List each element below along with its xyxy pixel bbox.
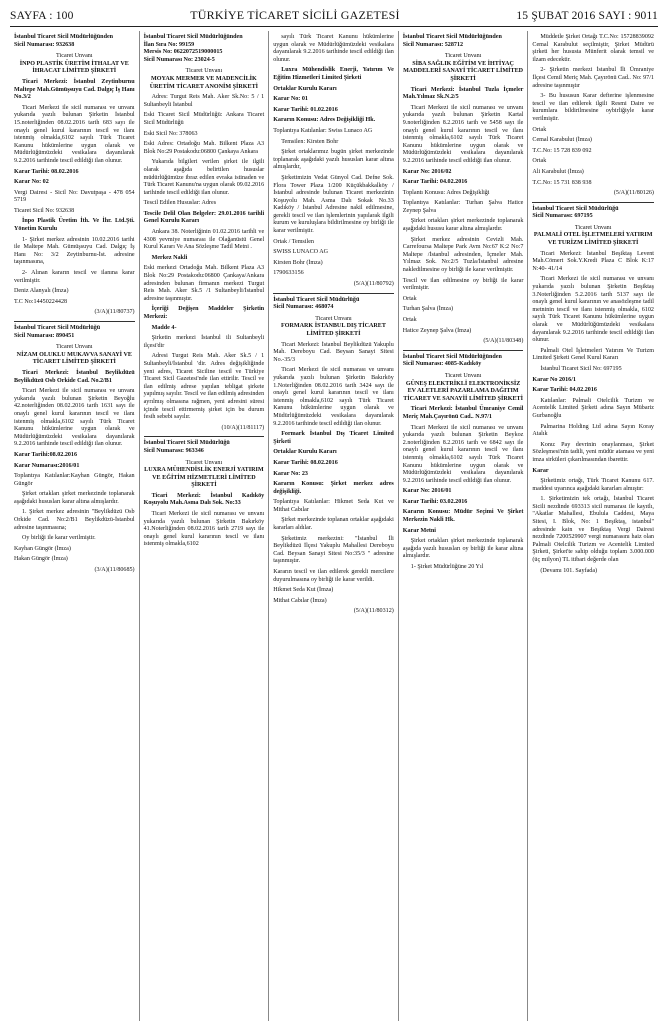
notice-paragraph: Merkez Nakli [151,254,188,261]
notice-paragraph: Ticari Merkezi ile sicil numarası ve unvanı yukarıda yazılı bulunan Şirketin Beşiktaş 3.Noterliğinden 5.2.2016 tarih 5137 sayı ile onaylı genel kurul kararının ve anasözleşme tadil metninin tescil ve ilanı istenmiş olmakla, 6102 sayılı Türk Ticaret Kanunu hükümlerine uygun olarak ve Müdürlüğümüzdeki vesikalara dayanılarak 9.2.2016 tarihinde tescil edildiği ilan olunur. [532,276,654,344]
notice-paragraph: Eski Adres: Ortadoğu Mah. Bilkent Plaza A3 Blok No:29 Postakodu:06800 Çankaya Ankara [143,141,265,155]
notice-paragraph: Eski merkezi Ortadoğu Mah. Bilkent Plaza A3 Blok No:29 Postakodu:06800 Çankaya/Ankara adresinden bulunan firmanın merkezi Turgut Reis Mah. Aker Sk.5 /1 Sultanbeyli/İstanbul adresine taşınmıştır. [143,265,265,302]
notice-paragraph: Ortaklar Kurulu Kararı [273,85,337,92]
notice-paragraph: Tescile Delil Olan Belgeler: 29.01.2016 tarihli Genel Kurulu Kararı [143,210,265,225]
notice-paragraph: Deniz Alanyalı (İmza) [14,288,69,295]
company-title [403,53,524,83]
title-label: Ticaret Unvanı [315,315,352,322]
notice-paragraph: Kayhan Güngör (İmza) [14,545,71,552]
company-name: FORMARK İSTANBUL DIŞ TİCARET LİMİTED ŞİRKETİ [281,323,386,337]
company-name: NİZAM OLUKLU MUKAVVA SANAYİ VE TİCARET LİMİTED ŞİRKETİ [16,351,132,366]
notice-paragraph: T.C No:14450224428 [14,298,68,305]
notice-header-line: İstanbul Ticaret Sicil Müdürlüğünden [143,34,243,40]
notice-paragraph: Ticari Merkezi: İstanbul Beylikdüzü Beylikdüzü Osb Orkide Cad. No.2/B1 [14,369,135,384]
company-title [144,68,265,91]
notice-paragraph: 1- Şirket Müdürlüğüne 20 Yıl [410,564,484,571]
notice-paragraph: Kararın Konusu: Adres Değişikliği Hk. [273,117,376,124]
title-label: Ticaret Unvanı [444,53,482,60]
notice-paragraph: Yukarıda bilgileri verilen şirket ile ilgili olarak aşağıda belirtilen hususlar müdürlüğümüze ibraz edilen evraka istinaden ve Türk Ticaret Kanunu'na uygun olarak 09.02.2016 tarihinde tescil edildiği ilan olunur. [143,159,265,196]
company-name: SİBA SAĞLIK EĞİTİM VE İHTİYAÇ MADDELERİ SANAYİ TİCARET LİMİTED ŞİRKETİ [403,60,524,82]
notice-paragraph: Ticari Merkezi: İstanbul Tuzla İçmeler Mah.Yılmaz Sk.N.2/5 [402,86,524,101]
notice [403,351,524,579]
notice-paragraph: Şirket merkezinde toplanan ortaklar aşağıdaki kararları aldılar. [273,517,394,532]
notice-paragraph: Şirket ortakları şirket merkezinde toplanarak aşağıdaki hususu karar altına almışlardır. [402,218,524,233]
notice [532,31,654,203]
notice-paragraph: T.C.No: 15 731 838 938 [532,179,592,186]
notice-paragraph: Ticari Merkezi: İstanbul Beylikdüzü Yakuplu Mah. Dereboyu Cad. Beysan Sanayi Sitesi No.-35/3 [273,341,394,363]
notice-paragraph: Ticari Merkezi ile sicil numarası ve unvanı yukarıda yazılı bulunan Şirketin Kartal 9.noterliğinden 8.2.2016 tarih ve 5458 sayı ile onaylı genel kurul kararının tescil ve ilanı istenmiş olmakla,6102 sayılı Türk Ticaret Kanunu hükümlerine uygun olarak ve Müdürlüğümüzdeki vesikalara dayanılarak 9.2.2016 tarihinde tescil edildiği ilan olunur. [402,104,524,164]
notice-paragraph: Adres: Turgut Reis Mah. Aker Sk.No: 5 / 1 Sultanbeyli İstanbul [143,94,265,108]
notice-paragraph: Karar No: 2016/02 [402,168,452,175]
column-3 [269,31,399,1021]
notice-paragraph: Ankara 38. Noterliğinin 01.02.2016 tarihli ve 4308 yevmiye numarası ile Olağanüstü Genel Kurul Kararı Ve Ana Sözleşme Tadil Metni . [143,229,265,251]
notice-paragraph: 2- Alınan kararın tescil ve ilanına karar verilmiştir. [14,270,135,284]
notice-paragraph: Kararın Konusu: Şirket merkez adres değişikliği. [273,481,394,495]
notice-paragraph: Toplantıya Katılanlar: Turhan Şalva Hatice Zeynep Şalva [402,200,524,214]
notice-paragraph: Karar No: 2016/01 [402,488,452,495]
notice-paragraph: Ticari Merkezi: İstanbul Kadıköy Koşuyolu Mah.Asma Dalı Sok. No:33 [143,492,265,507]
notice-paragraph: Mithat Cabılar (İmza) [273,597,327,604]
notice-paragraph: T.C.No: 15 728 839 092 [532,147,592,154]
notice-paragraph: Kararın tescil ve ilan edilerek gerekli mercilere duyurulmasına oy birliği ile karar verildi. [273,569,394,583]
notice-paragraph: Karar Tarihi: 04.02.2016 [402,179,468,186]
notice-paragraph: Şirketimiz merkezini: "İstanbul İli Beylikdüzü İlçesi Yakuplu Mahallesi Dereboyu Cad. Beysan Sanayi Sitesi No:35/3 " adresine taşınmıştır. [273,535,394,565]
notice-paragraph: Şirket ortaklarımız bugün şirket merkezinde toplanarak aşağıdaki yazılı hususları karar altına almışlardır, [273,149,394,171]
notice [144,31,265,437]
notice-header-line: Sicil Numarası: 932638 [14,41,75,48]
page-header [10,8,658,27]
notice-paragraph: Karar Tarihi: 01.02.2016 [273,106,338,113]
notice-paragraph: Vergi Dairesi - Sicil No: Davutpaşa - 478 054 5719 [14,189,135,204]
notice [532,203,654,583]
notice-reference: (5/A)(11/80126) [613,190,654,197]
notice-header-line: Sicil Numarası: 4085-Kadıköy [402,361,482,368]
column-2 [140,31,270,1021]
notice-paragraph: Karar Tarihi:08.02.2016 [14,451,78,458]
company-title [403,373,524,403]
notice-header-line: İstanbul Ticaret Sicil Müdürlüğünden [14,34,114,40]
notice [14,31,135,322]
notice-paragraph: Toplantıya Katılanlar:Kayhan Güngör, Hakan Güngör [14,473,135,487]
notice-paragraph: Karar No: 23 [273,470,308,477]
title-label: Ticaret Unvanı [185,459,223,466]
notice-paragraph: Şirketin merkezi İstanbul ili Sultanbeyli ilçesi'dir [143,335,265,349]
notice-header-line: Sicil Numarası: 963346 [143,447,204,454]
notice-paragraph: Ortak / Temsilen [273,238,314,245]
notice-header-line: Sicil Numarası: 890451 [14,332,75,339]
notice-paragraph: Tescil Edilen Hususlar: Adres [143,200,217,207]
notice-paragraph: Hikmet Seda Kut (İmza) [273,587,334,594]
notice-paragraph: Eski Ticaret Sicil Müdürlüğü: Ankara Ticaret Sicil Müdürlüğü [143,112,265,126]
issue-date: 15 ŞUBAT 2016 SAYI : 9011 [516,10,658,22]
notice-paragraph: Toplantı Konusu: Adres Değişikliği [402,189,490,196]
notice-paragraph: Karar No: 01 [273,96,308,103]
notice-paragraph: Toplantıya Katılanlar: Hikmet Seda Kut ve Mithat Cabılar [273,499,394,513]
notice-paragraph: İstanbul Ticaret Sicil No: 697195 [540,365,622,372]
notice-paragraph: Eski Sicil No: 378063 [143,130,198,137]
notice-paragraph: Karar Tarihi: 08.02.2016 [14,168,79,175]
title-label: Ticaret Unvanı [444,372,482,379]
notice-header-line: Sicil Numarası No: 23024-5 [143,56,215,63]
notice-header-line: İlan Sıra No: 99159 [143,41,195,48]
company-name: LUXRA MÜHENDİSLİK ENERJİ YATIRIM VE EĞİTİM HİZMETLERİ LİMİTED ŞİRKETİ [144,467,264,489]
notice-header-line: İstanbul Ticaret Sicil Müdürlüğü [143,440,230,447]
company-title [532,225,654,248]
notice-paragraph: Kararın Konusu: Müdür Seçimi Ve Şirket Merkezin Nakli Hk. [402,509,524,524]
notice-paragraph: Ortaklar Kurulu Kararı [273,449,337,456]
notice-paragraph: 1. Şirket merkez adresinin "Beylikdüzü Osb Orkide Cad. No:2/B1 Beylikdüzü-İstanbul adresine taşınmasına; [14,509,135,531]
notice [403,31,524,351]
notice-paragraph: Adresi Turgut Reis Mah. Aker Sk.5 / 1 Sultanbeyli/İstanbul 'dir. Adres değişikliğinde yeni adres, Ticaret Siciline tescil ve Türkiye Ticaret Sicil Gazetesi'nde ilan ettirilir. Tescil ve ilan edilmiş adrese yapılan tebligat şirkete yapılmış sayılır. Tescil ve ilan edilmiş adresinden ayrılmış olmasına rağmen, yeni adresini süresi içinde tescil ettirmemiş şirket için bu durum fesih sebebi sayılır. [143,353,265,421]
notice-paragraph: Katılanlar: Palmali Otelcilik Turizm ve Acentelik Limited Şirketi adına Sayın Mübariz Gurbanoğlu [532,397,654,419]
column-1 [10,31,140,1021]
notice-reference: (3/A)(11/80685) [94,567,135,574]
notice-header-line: Sicil Numarası: 468074 [273,304,334,311]
notice-paragraph: Karar Tarihi: 08.02.2016 [273,459,338,466]
title-label: Ticaret Unvanı [56,344,93,351]
notice-paragraph: 3- Bu hususun Karar defterine işlenmesine tescil ve ilan edilerek ilgili Resmi Daire ve kurumlara bildirilmesine oybirliğiyle karar verilmiştir. [532,93,654,122]
notice-paragraph: Luxra Mühendislik Enerji, Yatırım Ve Eğitim Hizmetleri Limited Şirketi [273,67,394,81]
title-label: Ticaret Unvanı [574,224,612,231]
notice-paragraph: 1790633156 [273,270,304,277]
notice-reference: (10/A)(11/81117) [221,424,265,431]
notice-paragraph: Ortak [402,317,417,323]
notice-paragraph: Şirket ortakları şirket merkezinde toplanarak aşağıda yazılı hususları oy birliği ile karar altına almışlardır. [402,538,524,560]
notice-paragraph: Şirket merkez adresinin Cevizli Mah. Carrefoursa Maltepe Park Avm No:67 K:2 No:7 Maltepe /İstanbul adresinden, İçmeler Mah. Yılmaz Sok. No:2/5 Tuzla/İstanbul adresine nakledilmesine oy birliği ile karar verilmiştir. [402,236,524,274]
notice-reference: (5/A)(11/80312) [353,608,394,615]
notice-reference: (5/A)(11/80348) [483,338,524,345]
page-number: SAYFA : 100 [10,10,74,22]
notice-paragraph: Ticari Merkezi: İstanbul Zeytinburnu Maltepe Mah.Gümüşsuyu Cad. Dalgıç İş Hanı No.3/2 [14,78,135,101]
notice-paragraph: Şirketimizin Vedat Günyol Cad. Defne Sok. Flora Tower Plaza 1/200 Küçükbakkalköy / İstanbul adresinde bulunan Ticaret merkezinin Koşuyolu Mah. Asma Dalı Sokak No.33 Kadıköy / İstanbul Adresine nakil edilmesine, gerekli tescil ve ilan işlemlerinin yapılarak ilgili kurum ve kuruluşlara bildirilmesine oy birliği ile karar verilmiştir. [273,174,394,235]
notice [273,31,394,294]
notice-paragraph: Ticari Merkezi ile sicil numarası ve unvanı yukarıda yazılı bulunan Şirketin Bakırköy 41.Noterliğinden 08.02.2016 tarih 2719 sayı ile onaylı genel kurul kararının tescil ve ilanı istenmiş olmakla,6102 [143,511,265,548]
notice-paragraph: Ticari Merkezi ile sicil numarası ve unvanı yukarıda yazılı bulunan Şirketin Bakırköy 1.Noterliğinden 08.02.2016 tarih 3424 sayı ile onaylı genel kurul kararının tescil ve ilanı istenmiş olmakla,6102 sayılı Türk Ticaret Kanunu hükümlerine uygun olarak ve Müdürlüğümüzdeki vesikalara dayanılarak 9.2.2016 tarihinde tescil edildiği ilan olunur. [273,367,394,427]
company-title [144,460,265,490]
notice-paragraph: Ticari Merkezi: İstanbul Beşiktaş Levent Mah.Cömert Sok.Y.Kredi Plaza C Blok K:17 N:40- 41/14 [532,250,654,272]
notice-paragraph: Ortak [532,158,547,165]
notice-paragraph: Ali Karabulut (İmza) [532,168,584,175]
notice-paragraph: Karar No 2016/1 [532,376,576,383]
column-5 [528,31,658,1021]
notice-paragraph: Karar No: 02 [14,179,49,186]
notice-paragraph: Palmali Otel İşletmeleri Yatırım Ve Turizm Limited Şirketi Genel Kurul Kararı [532,347,654,362]
notice-paragraph: Karar Metni [402,527,437,534]
notice-paragraph: (Devamı 101. Sayfada) [540,567,598,574]
notice-paragraph: Kirsten Bohr (İmza) [273,259,323,266]
notice-paragraph: Konu: Pay devrinin onaylanması, Şirket Sözleşmesi'nin tadili, yeni müdür ataması ve yeni imza sirküleri çıkarılmasından ibarettir. [532,441,654,463]
notice-paragraph: Hakan Güngör (İmza) [14,556,68,563]
company-title [273,316,394,339]
title-label: Ticaret Unvanı [56,53,93,60]
notice-paragraph: Şirketimiz ortağı, Türk Ticaret Kanunu 617. maddesi uyarınca aşağıdaki kararları almıştır: [532,478,654,492]
notice-paragraph: Temsilen: Kirsten Bohr [281,138,339,145]
columns-container [10,31,658,1021]
notice-paragraph: Karar [532,467,549,474]
company-name: GÜNEŞ ELEKTRİKLİ ELEKTRONİKSİZ EV ALETLERİ PAZARLAMA DAĞITIM TİCARET VE SANAYİİ LİMİTED ŞİRKETİ [403,380,523,402]
notice-paragraph: Şirket ortakları şirket merkezinde toplanarak aşağıdaki hususları karar altına almışlardır. [14,491,135,505]
notice-paragraph: Ortak [532,126,547,133]
notice-header-line: Sicil Numarası: 528712 [402,41,464,48]
company-name: MOYAK MERMER VE MADENCİLİK ÜRETİM TİCARET ANONİM ŞİRKETİ [149,75,259,90]
notice-paragraph: SWISS LUNACO AG [273,249,329,256]
gazette-name: TÜRKİYE TİCARET SİCİLİ GAZETESİ [190,8,400,22]
notice-paragraph: 1- Şirket merkez adresinin 10.02.2016 tarihi ile Maltepe Mah. Gümüşsuyu Cad. Dalgıç İş Hanı No: 3/2 Zeytinburnu-İst. adresine taşınmasına, [14,236,135,266]
notice-paragraph: Cemal Karabulut (İmza) [532,137,592,144]
notice-paragraph: Turhan Şalva (İmza) [402,306,453,313]
company-title [14,344,135,367]
notice [273,294,394,620]
notice-paragraph: Ortak [402,295,417,302]
notice-header-line: İstanbul Ticaret Sicil Müdürlüğü [14,325,101,331]
company-title [14,53,135,76]
notice-paragraph: 1. Şirketimizin tek ortağı, İstanbul Ticaret Sicili nezdinde 693313 sicil numarası ile kayıtlı, "Akatlar Mahallesi, Ebulula Caddesi, Maya Sitesi, I. Blok, No: 1 Beşiktaş, istanbul" adresinde kain ve Beşiktaş Vergi Dairesi nezdinde 7200529907 vergi numarasını haiz olan Palmali Otelcilik Turizm ve Acentelik Limited Şirketi, Şirket'te sahip olduğu toplam 3.000.000 (üç milyon) TL itibari değerde olan [532,496,654,564]
column-4 [399,31,529,1021]
notice-paragraph: Hatice Zeynep Şalva (İmza) [402,327,472,334]
notice-paragraph: Karar Tarihi: 04.02.2016 [532,387,597,394]
notice-paragraph: Ticaret Sicil No: 932638 [14,207,75,214]
notice-header-line: İstanbul Ticaret Sicil Müdürlüğünden [402,34,502,40]
notice [14,322,135,579]
notice-paragraph: Ticari Merkezi ile sicil numarası ve unvanı yukarıda yazılı bulunan Şirketin Beyoğlu 42.noterliğinden 08.02.2016 tarih 1631 sayı ile onaylı genel kurul kararının tescil ve ilanı istenmiş olmakla,6102 sayılı Türk Ticaret Kanunu hükümlerine uygun olarak ve Müdürlüğümüzdeki vesikalara dayanılarak 9.2.2016 tarihinde tescil edildiği ilan olunur. [14,388,135,448]
notice-paragraph: Tescil ve ilan edilmesine oy birliği ile karar verilmiştir. [402,277,524,292]
notice-paragraph: Müddetle Şirket Ortağı T.C.No: 15728839092 Cemal Karabulut seçilmiştir, Şirket Müdürü şirketi her hususta Münferit olarak temsil ve ilzam edecektir. [532,34,654,63]
notice-paragraph: Karar Numarası:2016/01 [14,462,80,469]
notice-header-line: Sicil Numarası: 697195 [532,213,593,220]
notice [144,437,265,556]
notice-paragraph: Palmarina Holding Ltd adına Sayın Koray Atalık [532,423,654,438]
notice-header-line: İstanbul Ticaret Sicil Müdürlüğü [273,296,360,303]
company-name: PALMALİ OTEL İŞLETMELERİ YATIRIM VE TURİZM LİMİTED ŞİRKETİ [533,232,653,247]
notice-header-line: Mersis No: 0622072519000015 [143,49,223,56]
notice-paragraph: Ticari Merkezi ile sicil numarası ve unvanı yukarıda yazılı bulunan Şirketin İstanbul 15.noterliğinden 08.02.2016 tarih 683 sayı ile onaylı genel kurul kararının tescil ve ilanı istenmiş olmakla,6102 sayılı Türk Ticaret Kanunu hükümlerine uygun olarak ve Müdürlüğümüzdeki vesikalara dayanılarak 9.2.2016 tarihinde tescil edildiği ilan olunur. [14,104,135,164]
notice-paragraph: Karar Tarihi: 03.02.2016 [402,498,468,505]
title-label: Ticaret Unvanı [185,68,223,75]
notice-paragraph: 2- Şirketin merkezi İstanbul İli Ümraniye İlçesi Cemil Meriç Mah. Çayırönü Cad.. No: 97/1 adresine taşınmıştır [532,67,654,89]
notice-header-line: İstanbul Ticaret Sicil Müdürlüğü [532,205,619,212]
notice-paragraph: Oy birliği ile karar verilmiştir. [22,535,96,542]
notice-paragraph: Toplantıya Katılanlar: Swiss Lunaco AG [273,127,373,134]
notice-paragraph: Formark İstanbul Dış Ticaret Limited Şirketi [273,431,394,445]
notice-reference: (5/A)(11/80792) [353,281,394,288]
notice-paragraph: İnpo Plastik Üretim İth. Ve İhr. Ltd.Şti. Yönetim Kurulu [14,218,135,233]
notice-paragraph: Ticari Merkezi ile sicil numarası ve unvanı yukarıda yazılı bulunan Şirketin Beykoz 2.noterliğinden 8.2.2016 tarih ve 6842 sayı ile onaylı genel kurul kararının tescil ve ilanı istenmiş olmakla,6102 sayılı Türk Ticaret Kanunu hükümlerine uygun olarak ve Müdürlüğümüzdeki vesikalara dayanılarak 9.2.2016 tarihinde tescil edildiği ilan olunur. [402,424,524,484]
notice-header-line: İstanbul Ticaret Sicil Müdürlüğünden [402,353,502,360]
notice-paragraph: Madde 4- [151,324,177,331]
company-name: İNPO PLASTİK ÜRETİM İTHALAT VE İHRACAT LİMİTED ŞİRKETİ [19,60,129,75]
notice-paragraph: sayılı Türk Ticaret Kanunu hükümlerine uygun olarak ve Müdürlüğümüzdeki vesikalara dayanılarak 9.2.2016 tarihinde tescil edildiği ilan olunur. [273,34,394,63]
notice-reference: (3/A)(11/80737) [94,309,135,316]
notice-paragraph: Ticari Merkezi: İstanbul Ümraniye Cemil Meriç Mah.Çayırönü Cad.. N.97/1 [402,406,524,420]
notice-paragraph: İçeriği Değişen Maddeler Şirketin Merkezi: [143,306,265,320]
